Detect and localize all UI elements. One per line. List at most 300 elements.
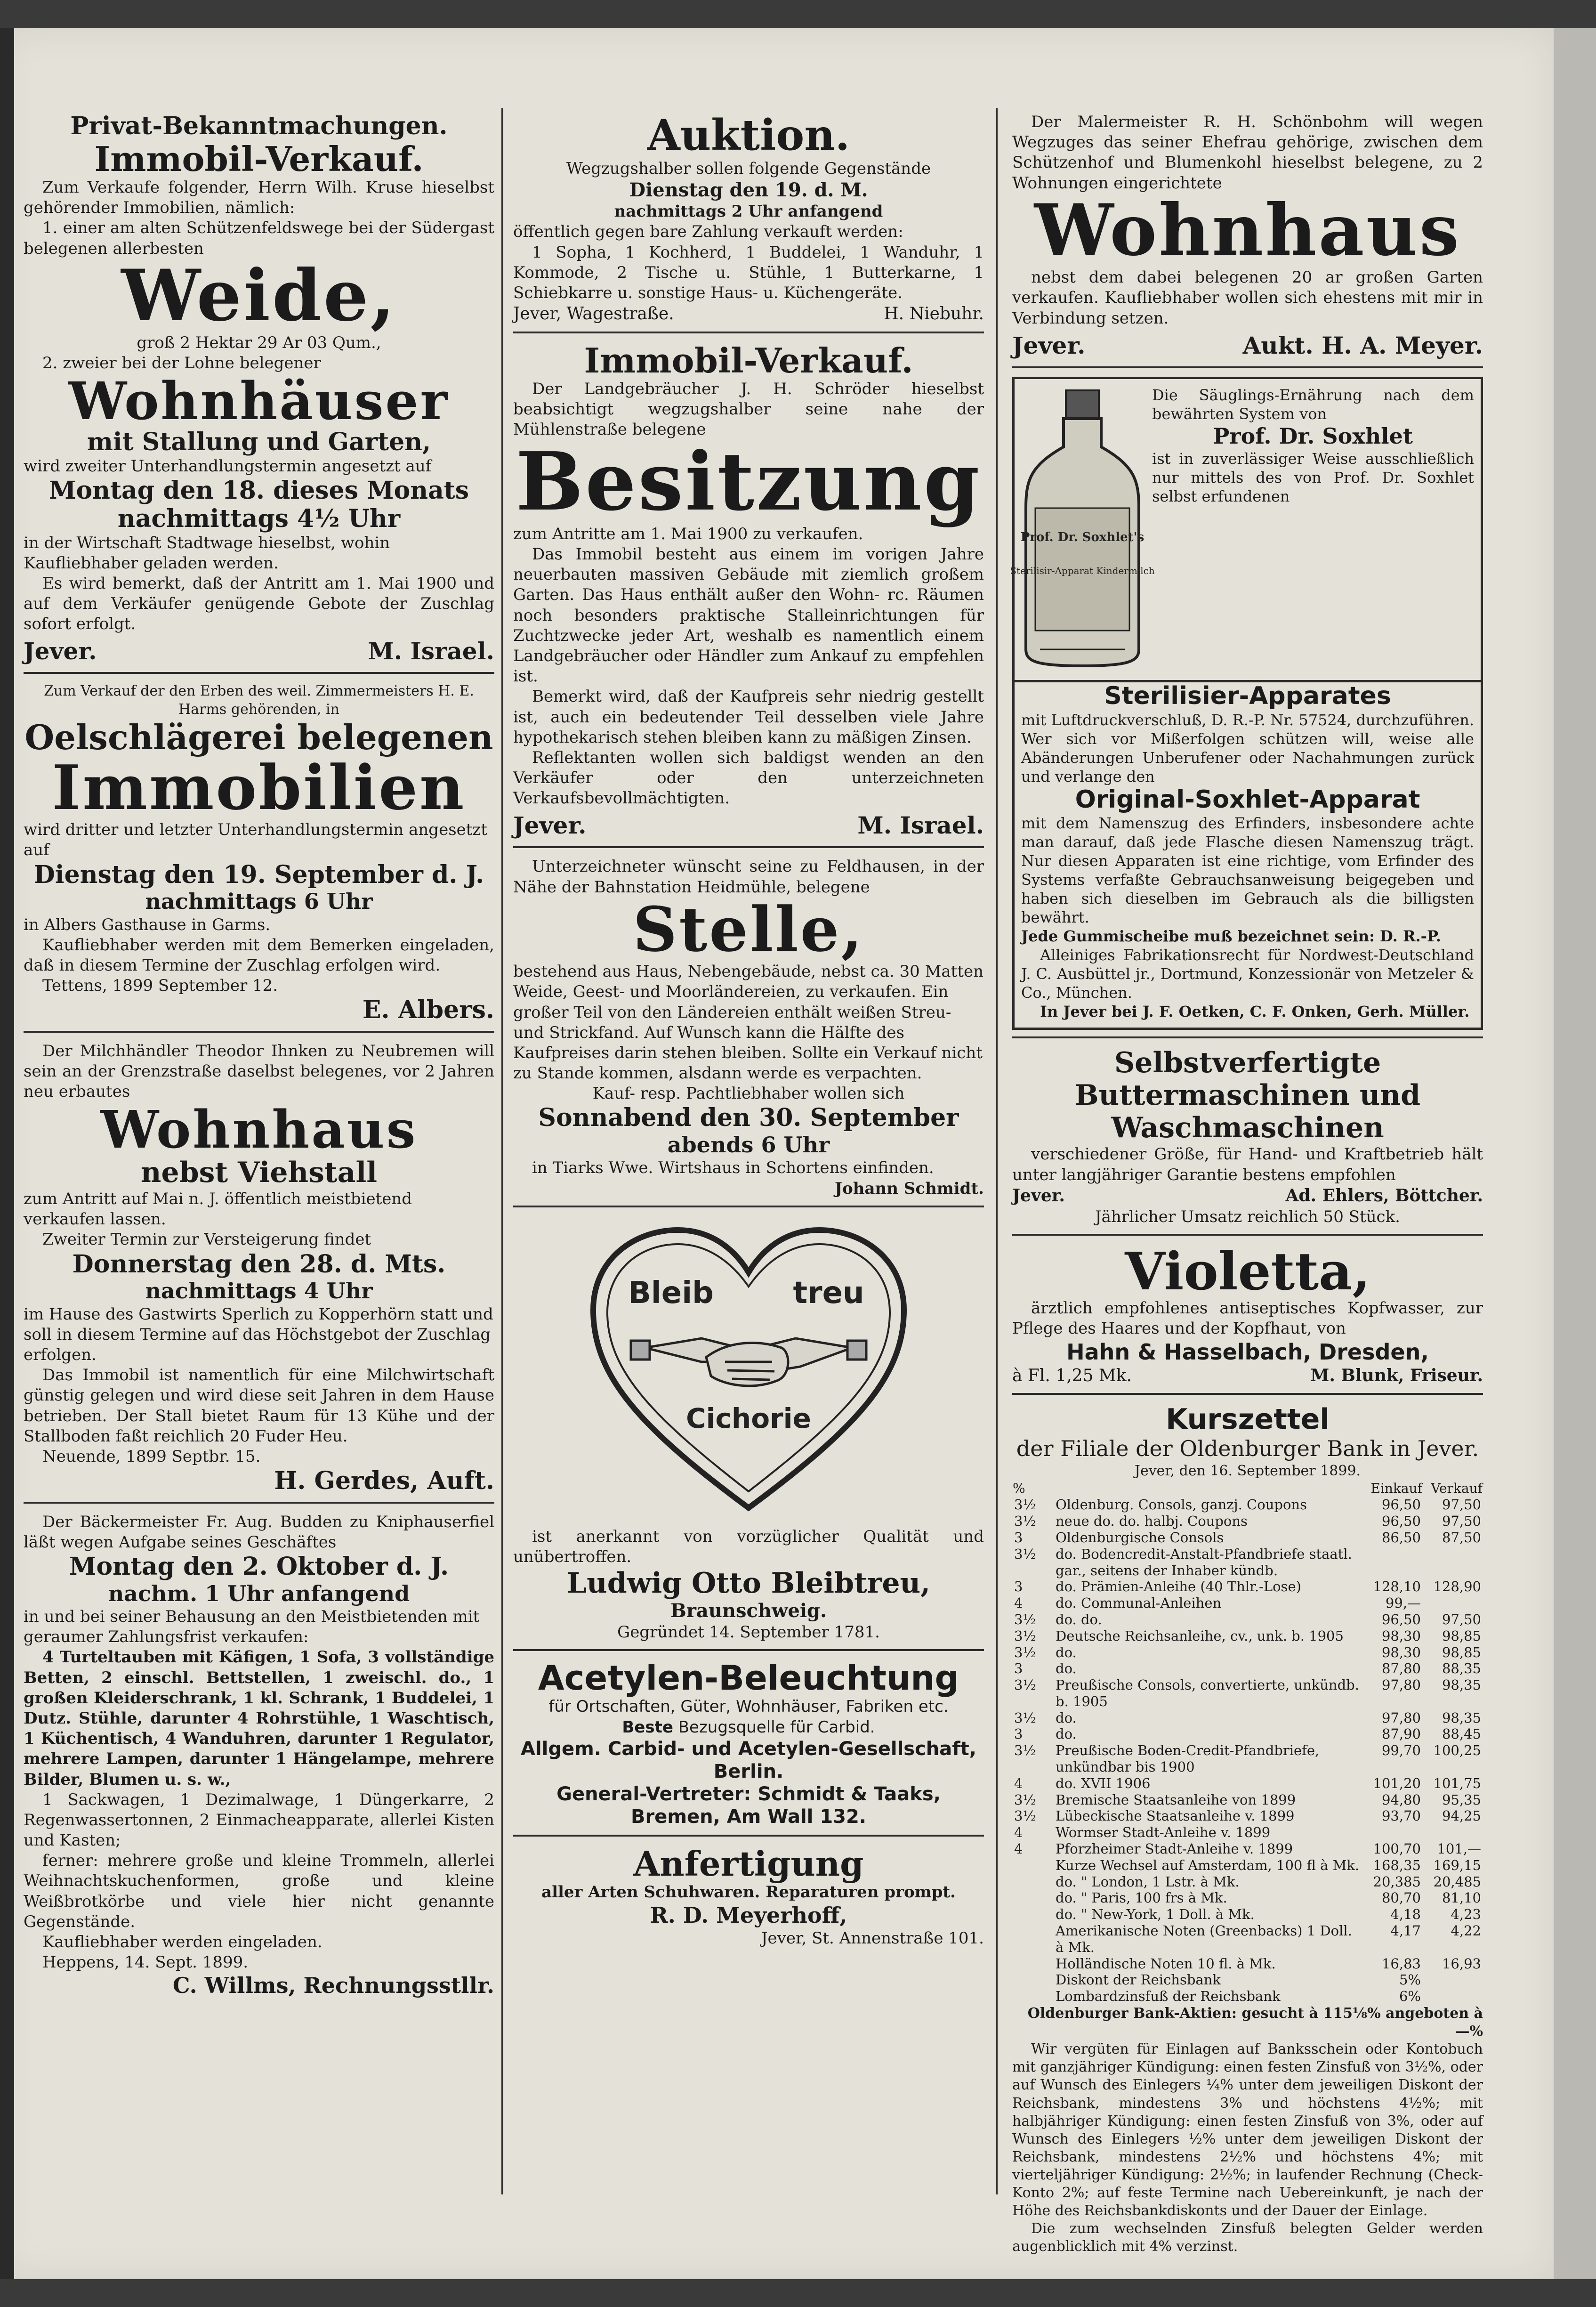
signature-place: Jever.	[1012, 1185, 1065, 1206]
soxhlet-box	[1012, 377, 1483, 682]
kurs-cell-rate: 3½	[1014, 1644, 1036, 1660]
kurs-cell-rate: 3	[1014, 1578, 1023, 1595]
kurs-row	[1012, 1710, 1483, 1726]
ad-intro: Der Landgebräucher J. H. Schröder hieselbst beabsichtigt wegzugshalber seine nahe der Mühlenstraße belegene	[513, 379, 984, 439]
ad-wohnhaus-ihnken	[24, 1037, 494, 1504]
ad-product: Sterilisier-Apparates	[1104, 681, 1391, 710]
kurs-cell-name: Bremische Staatsanleihe von 1899	[1056, 1791, 1296, 1808]
ad-body: ärztlich empfohlenes antiseptisches Kopfwasser, zur Pflege des Haares und der Kopfhaut, von	[1012, 1299, 1483, 1338]
ad-body: mit dem Namenszug des Erfinders, insbesondere achte man darauf, daß jede Flasche diesen Namenszug trägt. Nur diesen Apparaten ist eine richtige, vom Erfinder des Systems verfaßte Gebrauchsanweisung beigegeben und haben sich dieselben im Gebrauch als die billigsten bewährt.	[1021, 814, 1474, 927]
heart-text-bottom: Cichorie	[686, 1402, 811, 1434]
ad-acetylen	[513, 1656, 984, 1837]
kurs-row	[1012, 1841, 1483, 1857]
ad-big-word: Wohnhaus	[1034, 188, 1461, 272]
kurs-cell-name: Lombardzinsfuß der Reichsbank	[1056, 1988, 1281, 2005]
ad-firm: Ludwig Otto Bleibtreu,	[566, 1567, 931, 1600]
ad-subline: nebst Viehstall	[140, 1156, 378, 1190]
ad-intro: Der Milchhändler Theodor Ihnken zu Neubremen will sein an der Grenzstraße daselbst belegenes, vor 2 Jahren neu erbautes	[24, 1042, 494, 1101]
kurs-row	[1012, 1906, 1483, 1923]
kurs-cell-sell: 97,50	[1442, 1497, 1481, 1513]
kurs-cell-rate	[1012, 1988, 1054, 2005]
ad-time: nachmittags 4 Uhr	[145, 1278, 373, 1304]
ad-dateline: Heppens, 14. Sept. 1899.	[42, 1953, 249, 1972]
signature-place: Jever.	[24, 637, 97, 665]
ad-signature: E. Albers.	[362, 996, 494, 1025]
kurs-cell-name: Preußische Boden-Credit-Pfandbriefe, unkündbar bis 1900	[1056, 1742, 1320, 1775]
kurs-cell-rate: 3	[1014, 1726, 1023, 1742]
ad-title: Anfertigung	[633, 1843, 864, 1884]
kurs-cell-buy: 94,80	[1381, 1791, 1421, 1808]
ad-big-word: Besitzung	[516, 435, 982, 529]
kurs-cell-sell	[1423, 1546, 1483, 1579]
ad-body: in Albers Gasthause in Garms.	[24, 915, 271, 934]
kurs-header-sell: Verkauf	[1431, 1480, 1483, 1496]
ad-soxhlet	[1012, 373, 1483, 1039]
kurs-cell-name: Deutsche Reichsanleihe, cv., unk. b. 1905	[1056, 1627, 1344, 1644]
ad-title: Selbstverfertigte Buttermaschinen und Waschmaschinen	[1074, 1046, 1421, 1145]
ad-body: zum Antritte am 1. Mai 1900 zu verkaufen.	[513, 524, 863, 543]
ad-body: Alleiniges Fabrikationsrecht für Nordwest-Deutschland J. C. Ausbüttel jr., Dortmund, Konzessionär von Metzeler & Co., München.	[1021, 946, 1474, 1002]
ad-time: nachmittags 2 Uhr anfangend	[614, 202, 883, 221]
ad-body: bestehend aus Haus, Nebengebäude, nebst ca. 30 Matten Weide, Geest- und Moorländereien, zu verkaufen. Ein großer Teil von den Ländereien enthält weißen Streu- und Strickfand. Auf Wunsch kann die Hälfte des Kaufpreises darin stehen bleiben. Sollte ein Verkauf nicht zu Stande kommen, alsdann werde es verpachten.	[513, 962, 984, 1083]
kurs-cell-sell: 81,10	[1442, 1890, 1481, 1906]
kurs-cell-sell: 101,75	[1433, 1775, 1481, 1791]
ad-date: Montag den 2. Oktober d. J.	[69, 1552, 449, 1581]
signature-name: Ad. Ehlers, Böttcher.	[1285, 1185, 1483, 1206]
kurs-cell-buy: 4,18	[1390, 1906, 1421, 1923]
ad-body: zum Antritt auf Mai n. J. öffentlich meistbietend verkaufen lassen.	[24, 1190, 412, 1229]
ad-item: 1. einer am alten Schützenfeldswege bei der Südergast belegenen allerbesten	[24, 219, 494, 258]
ad-signature	[513, 811, 984, 840]
ad-firm: Hahn & Hasselbach, Dresden,	[1066, 1339, 1429, 1365]
ad-big-word: Stelle,	[633, 893, 864, 965]
kurs-cell-sell	[1423, 1988, 1483, 2005]
kurs-cell-sell: 97,50	[1442, 1611, 1481, 1627]
kurs-row	[1012, 1874, 1483, 1890]
ad-signature	[1012, 1365, 1483, 1387]
heart-text-left: Bleib	[628, 1275, 714, 1311]
kurs-cell-sell: 16,93	[1442, 1955, 1481, 1972]
ad-body: nebst dem dabei belegenen 20 ar großen Garten verkaufen. Kaufliebhaber wollen sich ehestens mit mir in Verbindung setzen.	[1012, 268, 1483, 328]
ad-item: 2. zweier bei der Lohne belegener	[42, 354, 321, 373]
ad-body: 1 Sackwagen, 1 Dezimalwage, 1 Düngerkarre, 2 Regenwassertonnen, 2 Einmacheapparate, allerlei Kisten und Kasten;	[24, 1790, 494, 1850]
ad-body: in und bei seiner Behausung an den Meistbietenden mit geraumer Zahlungsfrist verkaufen:	[24, 1607, 480, 1647]
kurs-cell-buy: 93,70	[1381, 1808, 1421, 1824]
ad-footnote: Wir vergüten für Einlagen auf Banksschein oder Kontobuch mit ganzjähriger Kündigung: einen festen Zinsfuß von 3½%, oder auf Wunsch des Einlegers ¼% unter dem jeweiligen Diskont der Reichsbank, mindestens 3% und höchstens 4½%; mit halbjähriger Kündigung: einen festen Zinsfuß von 3%, oder auf Wunsch des Einlegers ½% unter dem jeweiligen Diskont der Reichsbank, mindestens 2½% und höchstens 4%; mit vierteljähriger Kündigung: 2½%; in laufender Rechnung (Check-Konto 2%; auf feste Termine nach Uebereinkunft, je nach der Höhe des Reichsbankdiskonts und der Dauer der Einlage.	[1012, 2041, 1483, 2219]
kurs-row	[1012, 1988, 1483, 2005]
kurs-cell-buy: 20,385	[1373, 1873, 1421, 1890]
heart-text-right: treu	[793, 1275, 864, 1311]
ad-signature	[1012, 332, 1483, 360]
kurs-cell-sell: 98,35	[1442, 1677, 1481, 1693]
ad-kurszettel	[1012, 1400, 1483, 2262]
ad-dateline: Tettens, 1899 September 12.	[42, 976, 278, 996]
kurs-cell-rate: 3½	[1014, 1791, 1036, 1808]
ad-firm: R. D. Meyerhoff,	[650, 1902, 847, 1928]
ad-signature: H. Gerdes, Auft.	[274, 1466, 494, 1496]
ad-time: nachm. 1 Uhr anfangend	[108, 1580, 410, 1606]
ad-signature: Johann Schmidt.	[835, 1179, 984, 1198]
kurs-cell-name: do. XVII 1906	[1056, 1775, 1151, 1791]
kurs-row	[1012, 1611, 1483, 1628]
ad-date: Dienstag den 19. September d. J.	[33, 860, 484, 889]
signature-place: Jever.	[513, 811, 587, 840]
kurs-row	[1012, 1808, 1483, 1824]
ad-body: ist in zuverlässiger Weise ausschließlich nur mittels des von Prof. Dr. Soxhlet selbst erfundenen	[1152, 449, 1474, 505]
binding-edge	[0, 28, 14, 2279]
kurs-cell-name: Oldenburgische Consols	[1056, 1529, 1224, 1546]
kurs-cell-name: Kurze Wechsel auf Amsterdam, 100 fl à Mk.	[1056, 1857, 1360, 1873]
ad-dateline: Jever, den 16. September 1899.	[1134, 1462, 1361, 1479]
kurs-cell-buy: 4,17	[1390, 1923, 1421, 1939]
kurs-header-row	[1012, 1480, 1483, 1497]
kurs-cell-name: do. do.	[1056, 1611, 1102, 1627]
ad-body: aller Arten Schuhwaren. Reparaturen prompt.	[541, 1882, 956, 1902]
kurs-cell-name: do. Communal-Anleihen	[1056, 1595, 1222, 1611]
kurs-cell-name: do.	[1056, 1644, 1077, 1660]
kurs-cell-sell: 97,50	[1442, 1513, 1481, 1530]
section-header: Privat-Bekanntmachungen.	[70, 112, 448, 140]
ad-auktion-niebuhr	[513, 108, 984, 333]
kurs-cell-name: Oldenburg. Consols, ganzj. Coupons	[1056, 1497, 1307, 1513]
bottle-label: Prof. Dr. Soxhlet's	[1020, 530, 1145, 544]
signature-name: M. Israel.	[857, 811, 984, 840]
kurs-cell-name: Wormser Stadt-Anleihe v. 1899	[1056, 1824, 1271, 1841]
column-2	[513, 108, 984, 2194]
ad-big-word: Wohnhaus	[100, 1099, 418, 1160]
kurs-row	[1012, 1857, 1483, 1874]
kurs-cell-buy: 16,83	[1381, 1955, 1421, 1972]
signature-place: Jever.	[1012, 331, 1086, 359]
ad-body: in der Wirtschaft Stadtwage hieselbst, wohin Kaufliebhaber geladen werden.	[24, 533, 390, 573]
kurs-cell-sell: 4,23	[1451, 1906, 1481, 1923]
kurs-cell-name: do. " New-York, 1 Doll. à Mk.	[1056, 1906, 1255, 1923]
kurs-cell-rate: 3½	[1014, 1709, 1036, 1726]
kurs-cell-rate: 3½	[1014, 1611, 1036, 1627]
kurs-cell-name: do. Bodencredit-Anstalt-Pfandbriefe staatl. gar., seitens der Inhaber kündb.	[1056, 1546, 1352, 1578]
kurs-cell-name: do. " Paris, 100 frs à Mk.	[1056, 1890, 1227, 1906]
kurs-cell-rate: 4	[1014, 1824, 1023, 1841]
ad-date: Dienstag den 19. d. M.	[629, 179, 868, 202]
ad-title: Kurszettel	[1166, 1403, 1330, 1436]
kurs-cell-name: Pforzheimer Stadt-Anleihe v. 1899	[1056, 1841, 1293, 1857]
ad-title: Immobil-Verkauf.	[584, 340, 913, 380]
kurs-cell-buy: 86,50	[1381, 1529, 1421, 1546]
kurs-cell-sell: 98,85	[1442, 1627, 1481, 1644]
ad-big-word: Weide,	[121, 254, 397, 337]
kurs-cell-rate: 3½	[1014, 1513, 1036, 1530]
kurs-cell-buy: 96,50	[1381, 1513, 1421, 1530]
kurs-cell-buy: 87,90	[1381, 1726, 1421, 1742]
kurs-cell-buy: 168,35	[1373, 1857, 1421, 1873]
kurs-table-body	[1012, 1497, 1483, 2005]
ad-name: Prof. Dr. Soxhlet	[1213, 423, 1413, 449]
ad-body: Die Säuglings-Ernährung nach dem bewährten System von	[1152, 386, 1474, 423]
ad-address: Jever, St. Annenstraße 101.	[761, 1929, 984, 1948]
kurs-cell-buy: 87,80	[1381, 1660, 1421, 1677]
kurs-row	[1012, 1595, 1483, 1611]
kurs-cell-buy: 80,70	[1381, 1890, 1421, 1906]
ad-body: für Ortschaften, Güter, Wohnhäuser, Fabriken etc.	[548, 1697, 949, 1716]
column-3	[1010, 108, 1483, 2255]
ad-body: ist anerkannt von vorzüglicher Qualität und unübertroffen.	[513, 1527, 984, 1566]
kurs-cell-buy: 6%	[1399, 1988, 1421, 2005]
ad-buttermaschinen	[1012, 1043, 1483, 1235]
kurs-cell-name: do.	[1056, 1726, 1077, 1742]
ad-price: à Fl. 1,25 Mk.	[1012, 1366, 1132, 1385]
kurs-cell-name: neue do. do. halbj. Coupons	[1056, 1513, 1248, 1530]
ad-body: Kauf- resp. Pachtliebhaber wollen sich	[592, 1084, 905, 1103]
kurs-row	[1012, 1628, 1483, 1644]
kurs-row	[1012, 1578, 1483, 1595]
ad-body: verschiedener Größe, für Hand- und Kraftbetrieb hält unter langjähriger Garantie bestens empfohlen	[1012, 1145, 1483, 1184]
column-1	[24, 108, 494, 2194]
ad-signature: C. Willms, Rechnungsstllr.	[172, 1973, 494, 1999]
kurs-cell-sell: 4,22	[1451, 1923, 1481, 1939]
ad-subtitle: der Filiale der Oldenburger Bank in Jever.	[1016, 1436, 1479, 1462]
column-rule-2	[996, 108, 998, 2194]
kurs-row	[1012, 1742, 1483, 1775]
ad-intro: Der Bäckermeister Fr. Aug. Budden zu Kniphauserfiel läßt wegen Aufgabe seines Geschäftes	[24, 1512, 494, 1552]
kurs-row	[1012, 1530, 1483, 1546]
ad-body: Kaufliebhaber werden eingeladen.	[42, 1932, 322, 1951]
ad-title: Immobil-Verkauf.	[94, 138, 424, 179]
ad-body: Kaufliebhaber werden mit dem Bemerken eingeladen, daß in diesem Termine der Zuschlag erfolgen wird.	[24, 935, 494, 975]
ad-body: Jede Gummischeibe muß bezeichnet sein: D. R.-P.	[1021, 927, 1441, 946]
kurs-row	[1012, 1890, 1483, 1906]
handshake-icon	[631, 1338, 866, 1386]
kurs-cell-name: do. " London, 1 Lstr. à Mk.	[1056, 1873, 1240, 1890]
ad-body: in Tiarks Wwe. Wirtshaus in Schortens einfinden.	[532, 1158, 934, 1178]
kurs-header-buy: Einkauf	[1370, 1480, 1422, 1496]
ad-intro: Der Malermeister R. H. Schönbohm will wegen Wegzuges das seiner Ehefrau gehörige, zwischen dem Schützenhof und Blumenkohl hieselbst belegene, zu 2 Wohnungen eingerichtete	[1012, 113, 1483, 193]
kurs-cell-rate	[1012, 1972, 1054, 1988]
kurs-row	[1012, 1956, 1483, 1972]
kurs-row	[1012, 1775, 1483, 1792]
ad-body: Jährlicher Umsatz reichlich 50 Stück.	[1095, 1207, 1400, 1226]
ad-body: Das Immobil ist namentlich für eine Milchwirtschaft günstig gelegen und wird diese seit Jahren in dem Hause betrieben. Der Stall bietet Raum für 13 Kühe und der Stallboden faßt reichlich 20 Fuder Heu.	[24, 1366, 494, 1446]
ad-agent: General-Vertreter: Schmidt & Taaks, Bremen, Am Wall 132.	[556, 1783, 941, 1828]
kurs-cell-rate	[1012, 1906, 1054, 1923]
ad-body: Wegzugshalber sollen folgende Gegenstände	[566, 159, 931, 178]
ad-product: Original-Soxhlet-Apparat	[1075, 785, 1420, 814]
ad-signature	[24, 637, 494, 665]
kurs-cell-sell: 98,35	[1442, 1709, 1481, 1726]
ad-body: Es wird bemerkt, daß der Antritt am 1. Mai 1900 und auf dem Verkäufer genügende Gebote der Zuschlag sofort erfolgt.	[24, 574, 494, 634]
ad-anfertigung-meyerhoff	[513, 1841, 984, 1956]
kurs-cell-sell	[1423, 1595, 1483, 1611]
kurs-cell-sell: 101,—	[1437, 1841, 1481, 1857]
kurs-cell-buy: 101,20	[1373, 1775, 1421, 1791]
kurs-cell-sell: 128,90	[1433, 1578, 1481, 1595]
ad-body: öffentlich gegen bare Zahlung verkauft werden:	[513, 222, 903, 242]
kurs-cell-rate: 3	[1014, 1660, 1023, 1677]
kurs-cell-name: Amerikanische Noten (Greenbacks) 1 Doll. à Mk.	[1056, 1923, 1352, 1955]
ad-body: wird dritter und letzter Unterhandlungstermin angesetzt auf	[24, 820, 488, 860]
bottle-sublabel: Sterilisir-Apparat Kindermilch	[1010, 565, 1155, 576]
kurs-cell-buy: 98,30	[1381, 1644, 1421, 1660]
kurs-cell-name: Diskont der Reichsbank	[1056, 1972, 1221, 1988]
kurs-cell-buy: 97,80	[1381, 1677, 1421, 1693]
kurs-cell-sell: 98,85	[1442, 1644, 1481, 1660]
kurs-cell-rate	[1012, 1956, 1054, 1972]
ad-place: Oelschlägerei belegenen	[24, 717, 493, 757]
ad-time: nachmittags 6 Uhr	[145, 889, 373, 915]
signature-place: Jever, Wagestraße.	[513, 304, 674, 324]
kurs-row	[1012, 1497, 1483, 1513]
kurs-cell-name: do.	[1056, 1660, 1077, 1677]
ad-dateline: Neuende, 1899 Septbr. 15.	[42, 1447, 261, 1466]
signature-name: M. Israel.	[368, 637, 494, 665]
bottle-icon	[1010, 386, 1155, 668]
kurs-cell-buy	[1362, 1824, 1423, 1841]
ad-body: ferner: mehrere große und kleine Trommeln, allerlei Weihnachtskuchenformen, große und kleine Weißbrotkörbe und viele hier nicht genannte Gegenstände.	[24, 1851, 494, 1931]
kurs-cell-rate: 4	[1014, 1841, 1023, 1857]
kurs-cell-buy: 96,50	[1381, 1611, 1421, 1627]
kurs-cell-rate: 3½	[1014, 1546, 1036, 1562]
kurs-row	[1012, 1972, 1483, 1988]
bottle-illustration	[1010, 386, 1155, 673]
ad-time: nachmittags 4½ Uhr	[117, 504, 401, 533]
signature-name: H. Niebuhr.	[884, 304, 984, 324]
kurs-cell-buy: 98,30	[1381, 1627, 1421, 1644]
ad-time: abends 6 Uhr	[667, 1132, 830, 1158]
heart-icon	[584, 1221, 913, 1522]
ad-date: Donnerstag den 28. d. Mts.	[72, 1249, 446, 1279]
heart-logo	[513, 1221, 984, 1522]
kurs-cell-buy	[1362, 1546, 1423, 1579]
ad-body: mit Luftdruckverschluß, D. R.-P. Nr. 57524, durchzuführen. Wer sich vor Mißerfolgen schützen will, weise alle Abänderungen Unberufener oder Nachahmungen zurück und verlange den	[1021, 711, 1474, 785]
column-rule-1	[501, 108, 503, 2194]
kurs-cell-sell: 20,485	[1433, 1873, 1481, 1890]
ad-signature	[513, 303, 984, 325]
ad-title: Acetylen-Beleuchtung	[538, 1658, 959, 1698]
soxhlet-box-lower	[1012, 682, 1483, 1030]
ad-shares: Oldenburger Bank-Aktien: gesucht à 115⅛% angeboten à —%	[1027, 2005, 1483, 2040]
newspaper-page	[0, 28, 1554, 2279]
page-edge-right	[1554, 28, 1596, 2279]
ad-date: Montag den 18. dieses Monats	[48, 476, 469, 505]
kurs-cell-sell: 95,35	[1442, 1791, 1481, 1808]
ad-date: Sonnabend den 30. September	[538, 1103, 959, 1133]
kurs-cell-buy: 97,80	[1381, 1709, 1421, 1726]
ad-immobil-schroeder	[513, 338, 984, 849]
ad-body: Bemerkt wird, daß der Kaufpreis sehr niedrig gestellt ist, auch ein bedeutender Teil desselben viele Jahre hypothekarisch stehen bleiben kann zu mäßigen Zinsen.	[513, 687, 984, 747]
kurs-cell-rate: 4	[1014, 1775, 1023, 1791]
ad-city: Braunschweig.	[670, 1600, 827, 1622]
kurs-row	[1012, 1513, 1483, 1530]
ad-auktion-budden	[24, 1508, 494, 2006]
ad-body: wird zweiter Unterhandlungstermin angesetzt auf	[24, 456, 432, 476]
kurs-cell-buy: 5%	[1399, 1972, 1421, 1988]
kurs-table	[1012, 1480, 1483, 2005]
kurs-cell-rate: 3½	[1014, 1742, 1036, 1759]
kurs-cell-sell	[1423, 1972, 1483, 1988]
kurs-cell-rate	[1012, 1874, 1054, 1890]
ad-signature	[1012, 1185, 1483, 1207]
kurs-row	[1012, 1644, 1483, 1661]
kurs-cell-rate	[1012, 1857, 1054, 1874]
ad-body: im Hause des Gastwirts Sperlich zu Kopperhörn statt und soll in diesem Termine auf das Höchstgebot der Zuschlag erfolgen.	[24, 1304, 493, 1364]
kurs-cell-rate: 3½	[1014, 1627, 1036, 1644]
ad-immobil-verkauf-kruse	[24, 108, 494, 674]
ad-intro: Zum Verkaufe folgender, Herrn Wilh. Kruse hieselbst gehörender Immobilien, nämlich:	[24, 178, 494, 218]
kurs-cell-sell: 87,50	[1442, 1529, 1481, 1546]
ad-body	[513, 1717, 984, 1738]
kurs-cell-rate: 4	[1014, 1595, 1023, 1611]
kurs-cell-rate: 3½	[1014, 1677, 1036, 1693]
ad-title: Auktion.	[647, 110, 850, 160]
ad-immobilien-harms	[24, 679, 494, 1033]
ad-bleibtreu-cichorie	[513, 1212, 984, 1651]
kurs-cell-rate: 3½	[1014, 1808, 1036, 1824]
ad-firm: Allgem. Carbid- und Acetylen-Gesellschaft, Berlin.	[521, 1738, 976, 1782]
kurs-cell-sell: 169,15	[1433, 1857, 1481, 1873]
kurs-row	[1012, 1677, 1483, 1710]
ad-stelle-schmidt	[513, 853, 984, 1207]
kurs-cell-name: do. Prämien-Anleihe (40 Thlr.-Lose)	[1056, 1578, 1301, 1595]
ad-body: In Jever bei J. F. Oetken, C. F. Onken, Gerh. Müller.	[1040, 1003, 1470, 1021]
ad-body: Reflektanten wollen sich baldigst wenden an den Verkäufer oder den unterzeichneten Verkaufsbevollmächtigten.	[513, 748, 984, 808]
kurs-cell-name: do.	[1056, 1709, 1077, 1726]
kurs-row	[1012, 1792, 1483, 1808]
kurs-cell-name: Holländische Noten 10 fl. à Mk.	[1056, 1955, 1276, 1972]
kurs-row	[1012, 1726, 1483, 1742]
kurs-cell-name: Preußische Consols, convertierte, unkündb. b. 1905	[1056, 1677, 1359, 1709]
kurs-cell-sell	[1423, 1824, 1483, 1841]
ad-subline: mit Stallung und Garten,	[87, 428, 431, 457]
kurs-cell-buy: 96,50	[1381, 1497, 1421, 1513]
ad-big-word: Wohnhäuser	[68, 370, 450, 431]
ad-founded: Gegründet 14. September 1781.	[617, 1623, 880, 1642]
kurs-header-pct: %	[1013, 1480, 1025, 1496]
ad-footnote: Die zum wechselnden Zinsfuß belegten Gelder werden augenblicklich mit 4% verzinst.	[1012, 2220, 1483, 2255]
signature-name: Aukt. H. A. Meyer.	[1242, 331, 1483, 359]
ad-body: 4 Turteltauben mit Käfigen, 1 Sofa, 3 vollständige Betten, 2 einschl. Bettstellen, 1 zweischl. do., 1 großen Kleiderschrank, 1 kl. Schrank, 1 Buddelei, 1 Dutz. Stühle, darunter 4 Rohrstühle, 1 Waschtisch, 1 Küchentisch, 4 Wanduhren, darunter 1 Regulator, mehrere Lampen, darunter 1 Hängelampe, mehrere Bilder, Blumen u. s. w.,	[24, 1648, 494, 1789]
ad-title: Violetta,	[1125, 1240, 1370, 1302]
kurs-cell-buy: 100,70	[1373, 1841, 1421, 1857]
ad-intro: Zum Verkauf der den Erben des weil. Zimmermeisters H. E. Harms gehörenden, in	[44, 683, 474, 718]
ad-body: Das Immobil besteht aus einem im vorigen Jahre neuerbauten massiven Gebäude mit ziemlich großem Garten. Das Haus enthält außer den Wohn- rc. Räumen noch besonders praktische Stalleinrichtungen für Zuchtzwecke jeder Art, weshalb es namentlich einem Landgebräucher oder Händler zum Ankauf zu empfehlen ist.	[513, 545, 984, 686]
kurs-cell-rate	[1012, 1923, 1054, 1956]
ad-big-word: Immobilien	[52, 751, 466, 824]
signature-name: M. Blunk, Friseur.	[1310, 1365, 1483, 1385]
ad-violetta	[1012, 1240, 1483, 1395]
kurs-cell-sell: 88,45	[1442, 1726, 1481, 1742]
kurs-cell-rate: 3½	[1014, 1497, 1036, 1513]
ad-intro: Unterzeichneter wünscht seine zu Feldhausen, in der Nähe der Bahnstation Heidmühle, belegene	[513, 857, 984, 897]
ad-items: 1 Sopha, 1 Kochherd, 1 Buddelei, 1 Wanduhr, 1 Kommode, 2 Tische u. Stühle, 1 Butterkarne, 1 Schiebkarre u. sonstige Haus- u. Küchengeräte.	[513, 243, 984, 302]
kurs-cell-rate: 3	[1014, 1529, 1023, 1546]
kurs-cell-sell: 100,25	[1433, 1742, 1481, 1759]
kurs-cell-buy: 99,—	[1385, 1595, 1421, 1611]
ad-emphasis: Beste	[622, 1717, 673, 1737]
kurs-cell-buy: 99,70	[1381, 1742, 1421, 1759]
ad-body-cont: Bezugsquelle für Carbid.	[678, 1717, 875, 1737]
ad-wohnhaus-schoenbohm	[1012, 108, 1483, 368]
kurs-cell-buy: 128,10	[1373, 1578, 1421, 1595]
kurs-header-name	[1054, 1480, 1362, 1497]
kurs-row	[1012, 1546, 1483, 1579]
kurs-row	[1012, 1923, 1483, 1956]
ad-size: groß 2 Hektar 29 Ar 03 Qum.,	[137, 333, 381, 353]
ad-body: Zweiter Termin zur Versteigerung findet	[42, 1230, 371, 1249]
kurs-cell-rate	[1012, 1890, 1054, 1906]
kurs-row	[1012, 1824, 1483, 1841]
kurs-row	[1012, 1660, 1483, 1677]
kurs-cell-sell: 88,35	[1442, 1660, 1481, 1677]
soxhlet-text	[1152, 386, 1474, 673]
